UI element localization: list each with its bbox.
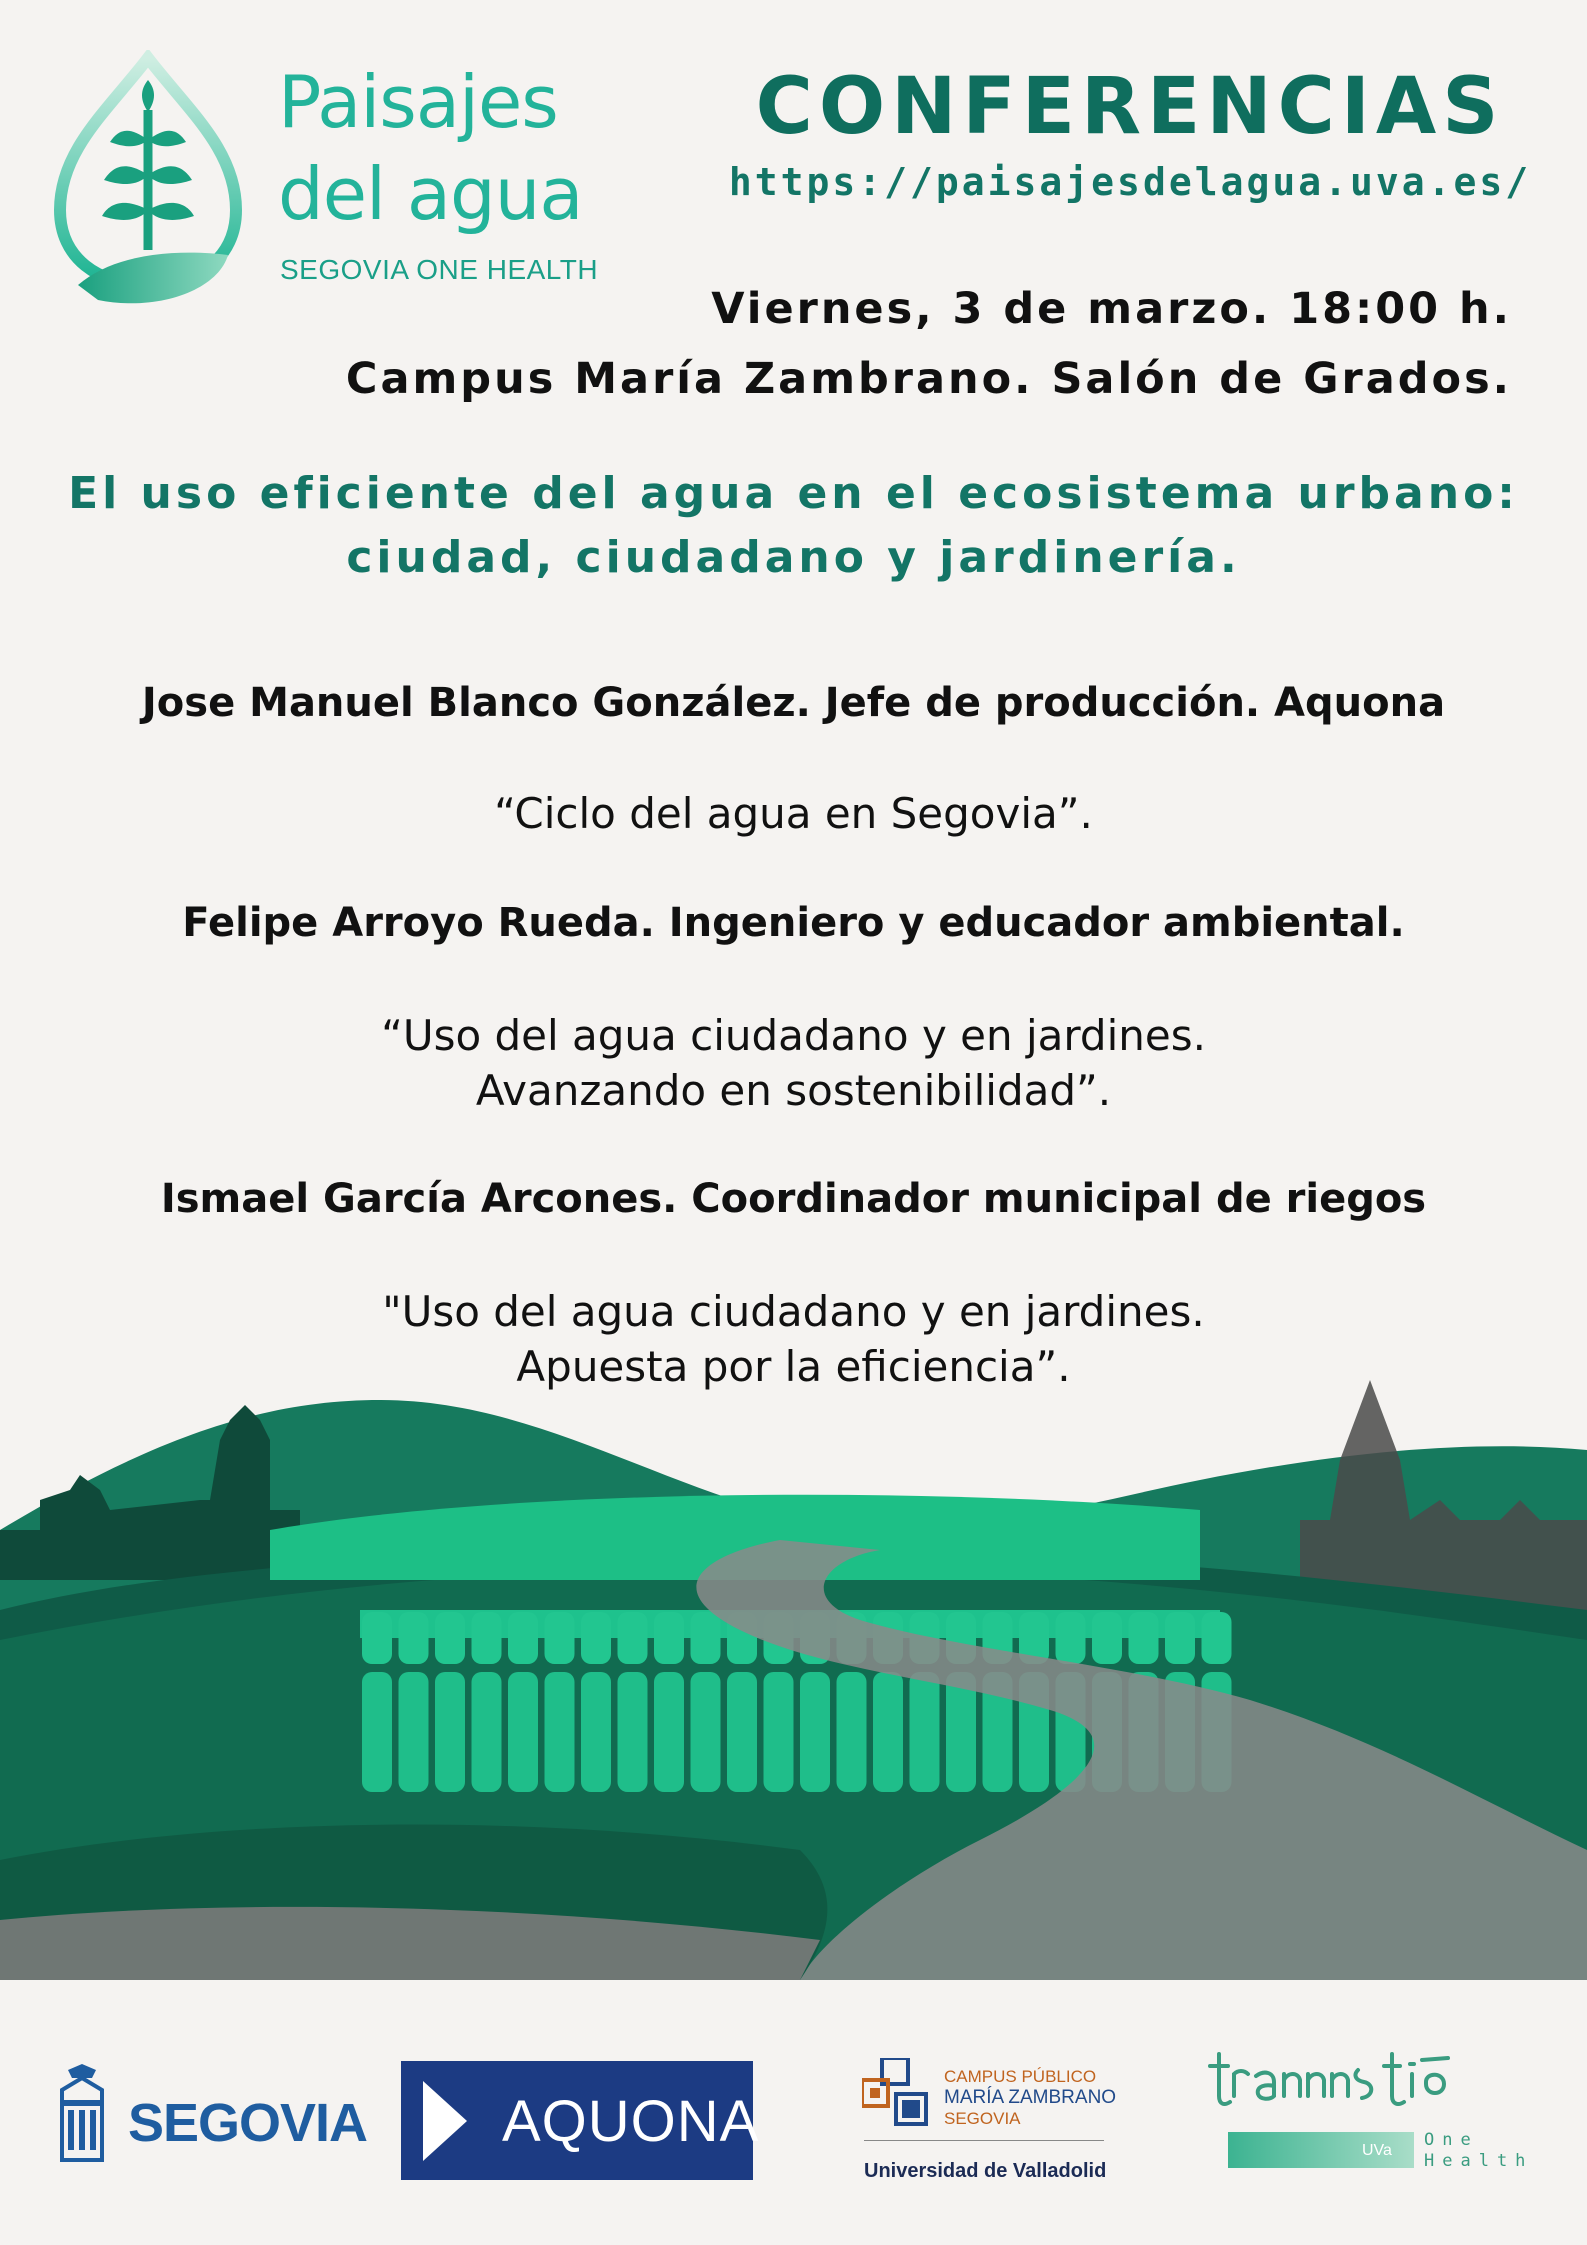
page-title: CONFERENCIAS bbox=[755, 62, 1505, 152]
aqueduct-upper-arch bbox=[508, 1612, 538, 1664]
aqueduct-upper-arch bbox=[581, 1612, 611, 1664]
logo-subtitle: SEGOVIA ONE HEALTH bbox=[280, 254, 599, 285]
aqueduct-upper-arch bbox=[472, 1612, 502, 1664]
water-drop-plant-icon bbox=[48, 50, 248, 310]
aqueduct-upper-arch bbox=[1129, 1612, 1159, 1664]
aqueduct-lower-arch bbox=[727, 1672, 757, 1792]
landscape-illustration bbox=[0, 1380, 1587, 1980]
aqueduct-lower-arch bbox=[764, 1672, 794, 1792]
aqueduct-lower-arch bbox=[362, 1672, 392, 1792]
aqueduct-lower-arch bbox=[800, 1672, 830, 1792]
aqueduct-upper-arch bbox=[1056, 1612, 1086, 1664]
one-health-label: One bbox=[1424, 2130, 1479, 2150]
speaker-name: Jose Manuel Blanco González. Jefe de producción. Aquona bbox=[141, 680, 1446, 726]
aqueduct-upper-arch bbox=[618, 1612, 648, 1664]
aqueduct-lower-arch bbox=[581, 1672, 611, 1792]
speaker-name: Felipe Arroyo Rueda. Ingeniero y educador ambiental. bbox=[182, 900, 1405, 946]
aqueduct-lower-arch bbox=[654, 1672, 684, 1792]
website-link[interactable]: https://paisajesdelagua.uva.es/ bbox=[728, 160, 1532, 204]
aqueduct-upper-arch bbox=[362, 1612, 392, 1664]
uva-label: UVa bbox=[1362, 2142, 1392, 2159]
aqueduct-lower-arch bbox=[545, 1672, 575, 1792]
transitio-script-logo bbox=[1204, 2046, 1504, 2116]
aqueduct-upper-arch bbox=[654, 1612, 684, 1664]
aqueduct-lower-arch bbox=[399, 1672, 429, 1792]
aqueduct-lower-arch bbox=[472, 1672, 502, 1792]
aqueduct-lower-arch bbox=[618, 1672, 648, 1792]
aqueduct-lower-arch bbox=[508, 1672, 538, 1792]
campus-line-2: MARÍA ZAMBRANO bbox=[944, 2087, 1117, 2108]
aqueduct-lower-arch bbox=[837, 1672, 867, 1792]
event-place: Campus María Zambrano. Salón de Grados. bbox=[345, 354, 1512, 404]
talk-title bbox=[60, 462, 1527, 590]
aqueduct-upper-arch bbox=[1165, 1612, 1195, 1664]
aqueduct-upper-arch bbox=[1092, 1612, 1122, 1664]
aqueduct-lower-arch bbox=[910, 1672, 940, 1792]
talk-quote: Avanzando en sostenibilidad”. bbox=[475, 1066, 1112, 1115]
aqueduct-upper-arch bbox=[399, 1612, 429, 1664]
talk-quote: “Ciclo del agua en Segovia”. bbox=[494, 789, 1093, 838]
talk-title-line1: El uso eficiente del agua en el ecosistema urbano: bbox=[68, 468, 1519, 519]
aqueduct-upper-arch bbox=[545, 1612, 575, 1664]
campus-squares-icon bbox=[862, 2058, 932, 2128]
talk-quote: Apuesta por la eficiencia”. bbox=[516, 1342, 1071, 1391]
aqueduct-lower-arch bbox=[691, 1672, 721, 1792]
speaker-name: Ismael García Arcones. Coordinador municipal de riegos bbox=[160, 1176, 1427, 1222]
campus-line-1: CAMPUS PÚBLICO bbox=[944, 2067, 1097, 2086]
aquona-logo-text: AQUONA bbox=[502, 2089, 760, 2154]
aqueduct-upper-arch bbox=[435, 1612, 465, 1664]
talk-quote: “Uso del agua ciudadano y en jardines. bbox=[381, 1011, 1206, 1060]
aqueduct-upper-arch bbox=[1202, 1612, 1232, 1664]
aqueduct-lower-arch bbox=[435, 1672, 465, 1792]
talk-quote: "Uso del agua ciudadano y en jardines. bbox=[382, 1287, 1205, 1336]
segovia-logo-text: SEGOVIA bbox=[128, 2093, 368, 2153]
talk-title-line2: ciudad, ciudadano y jardinería. bbox=[346, 532, 1241, 583]
play-triangle-icon bbox=[423, 2081, 483, 2161]
logo-title-line2: del agua bbox=[278, 152, 583, 236]
logo-title-line1: Paisajes bbox=[278, 60, 558, 144]
aqueduct-lower-arch bbox=[873, 1672, 903, 1792]
divider bbox=[864, 2140, 1104, 2141]
one-health-label: Health bbox=[1424, 2151, 1534, 2171]
event-date: Viernes, 3 de marzo. 18:00 h. bbox=[711, 284, 1512, 334]
aqueduct-upper-arch bbox=[691, 1612, 721, 1664]
university-name: Universidad de Valladolid bbox=[864, 2160, 1107, 2182]
campus-line-3: SEGOVIA bbox=[944, 2109, 1021, 2128]
